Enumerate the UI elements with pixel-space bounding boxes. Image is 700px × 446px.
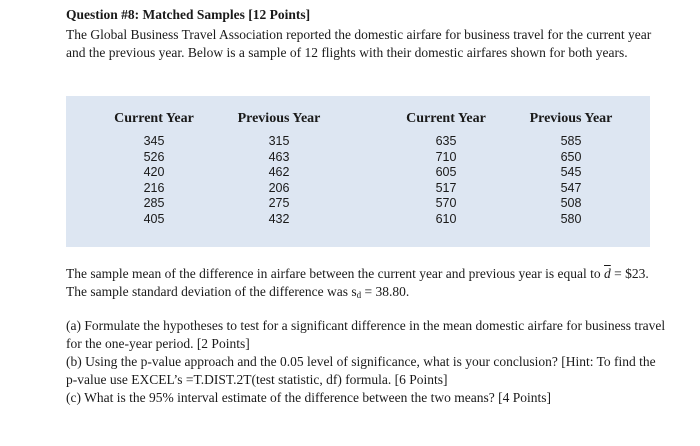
table-cell: 710 [435,149,457,164]
table-cell: 526 [143,149,165,164]
table-cell: 610 [435,211,457,226]
sd-value: = 38.80. [364,284,410,299]
question-title: Question #8: Matched Samples [12 Points] [66,7,311,22]
airfare-data-table [66,96,650,247]
table-cell: 462 [268,165,290,179]
table-cell: 432 [268,211,290,226]
column-header: Current Year [114,111,194,126]
table-cell: 635 [435,134,457,148]
column-header: Previous Year [237,111,321,126]
table-cell: 345 [143,134,165,148]
mean-symbol: $\overline{d}$ [604,266,611,281]
table-cell: 650 [560,149,582,164]
table-cell: 216 [143,180,165,195]
sample-statistics-statement [66,265,670,304]
table-cell: 545 [560,165,582,179]
table-cell: 547 [560,180,582,195]
column-header: Previous Year [529,111,613,126]
question-intro: The Global Business Travel Association reported the domestic airfare for business travel for the current year and the previous year. Below is a sample of 12 flights with their domestic airfares shown for both years. [66,27,652,60]
table-cell: 517 [435,180,457,195]
table-cell: 463 [268,149,290,164]
table-cell: 315 [268,134,290,148]
table-cell: 405 [143,211,165,226]
table-cell: 420 [143,165,165,179]
table-cell: 508 [560,196,582,210]
table-cell: 275 [268,196,290,210]
mean-value: = $23. [614,266,649,281]
table-column [234,110,324,227]
sd-text: The sample standard deviation of the difference was [66,284,349,299]
table-cell: 570 [435,196,457,210]
table-column [401,110,491,227]
table-column [525,110,617,227]
table-cell: 585 [560,134,582,148]
table-cell: 580 [560,211,582,226]
table-column [110,110,198,227]
table-cell: 285 [143,196,165,210]
column-header: Current Year [406,111,486,126]
part-a-question: (a) Formulate the hypotheses to test for a significant difference in the mean domestic airfare for business travel for the one-year period. [2 Points] [66,318,666,351]
part-c-question: (c) What is the 95% interval estimate of the difference between the two means? [4 Points] [66,390,551,405]
mean-text: The sample mean of the difference in airfare between the current year and previous year is equal to [66,266,601,281]
part-b-question: (b) Using the p-value approach and the 0.05 level of significance, what is your conclusion? [Hint: To find the p-value use EXCEL’s =T.DIST.2T(test statistic, df) formula. [6 Points] [66,354,656,387]
table-cell: 605 [435,165,457,179]
table-cell: 206 [268,180,290,195]
sd-symbol: $s_d$ [351,284,362,300]
